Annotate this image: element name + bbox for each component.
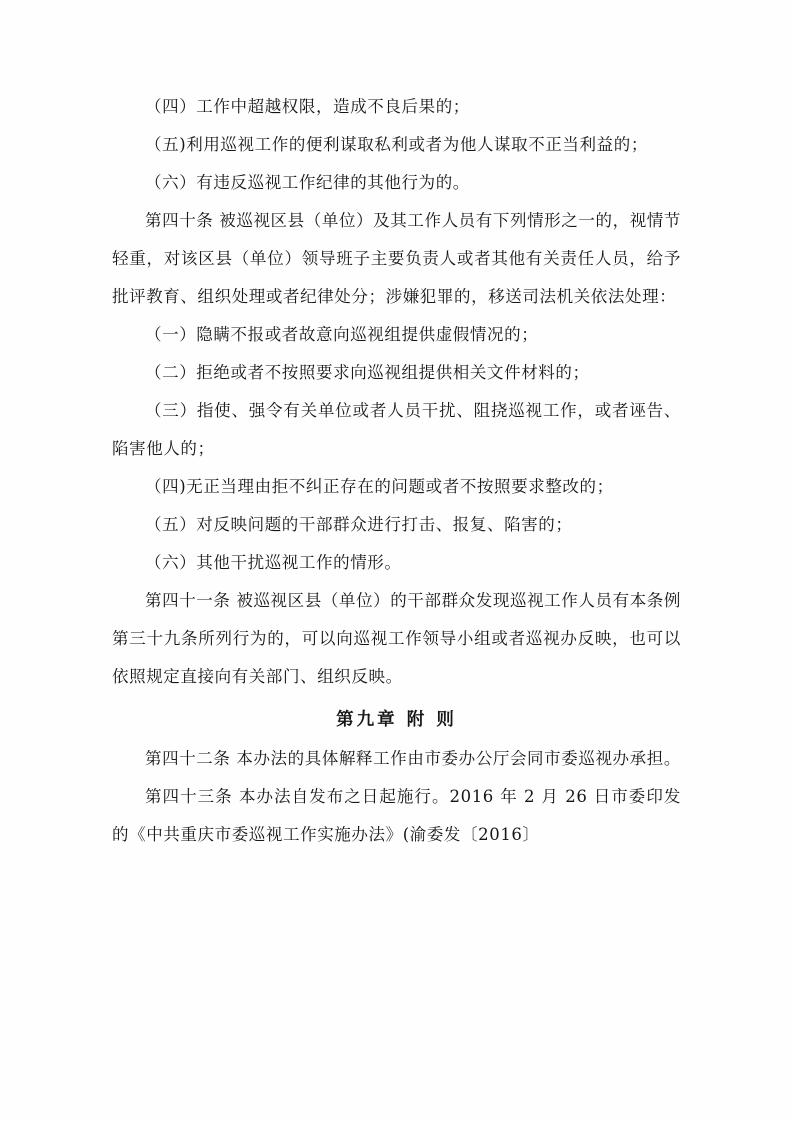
paragraph-article-40-item-6: （六）其他干扰巡视工作的情形。 [145, 553, 402, 572]
paragraph-article-40-item-5: （五）对反映问题的干部群众进行打击、报复、陷害的； [145, 515, 573, 534]
chapter-heading: 第九章 附 则 [336, 710, 457, 730]
paragraph-article-40-item-1: （一）隐瞒不报或者故意向巡视组提供虚假情况的； [145, 325, 539, 344]
paragraph-article-42: 第四十二条 本办法的具体解释工作由市委办公厅会同市委巡视办承担。 [145, 749, 681, 768]
paragraph-article-40-item-3: （三）指使、强令有关单位或者人员干扰、阻挠巡视工作，或者诬告、陷害他人的； [112, 401, 681, 458]
paragraph-article-41: 第四十一条 被巡视区县（单位）的干部群众发现巡视工作人员有本条例第三十九条所列行为的，可以向巡视工作领导小组或者巡视办反映，也可以依照规定直接向有关部门、组织反映。 [112, 591, 681, 686]
paragraph-item-4-over-authority: （四）工作中超越权限，造成不良后果的； [145, 97, 470, 116]
paragraph-article-40-item-4: （四)无正当理由拒不纠正存在的问题或者不按照要求整改的； [145, 477, 614, 496]
paragraph-item-6-other-violation: （六）有违反巡视工作纪律的其他行为的。 [145, 173, 470, 192]
paragraph-article-43: 第四十三条 本办法自发布之日起施行。2016 年 2 月 26 日市委印发的《中共重庆市委巡视工作实施办法》(渝委发〔2016〕 [112, 787, 681, 844]
paragraph-article-40: 第四十条 被巡视区县（单位）及其工作人员有下列情形之一的，视情节轻重，对该区县（单位）领导班子主要负责人或者其他有关责任人员，给予批评教育、组织处理或者纪律处分；涉嫌犯罪的，移送司法机关依法处理： [112, 211, 681, 306]
paragraph-item-5-private-benefit: （五)利用巡视工作的便利谋取私利或者为他人谋取不正当利益的； [145, 135, 648, 154]
paragraph-article-40-item-2: （二）拒绝或者不按照要求向巡视组提供相关文件材料的； [145, 363, 590, 382]
document-body [112, 88, 681, 854]
